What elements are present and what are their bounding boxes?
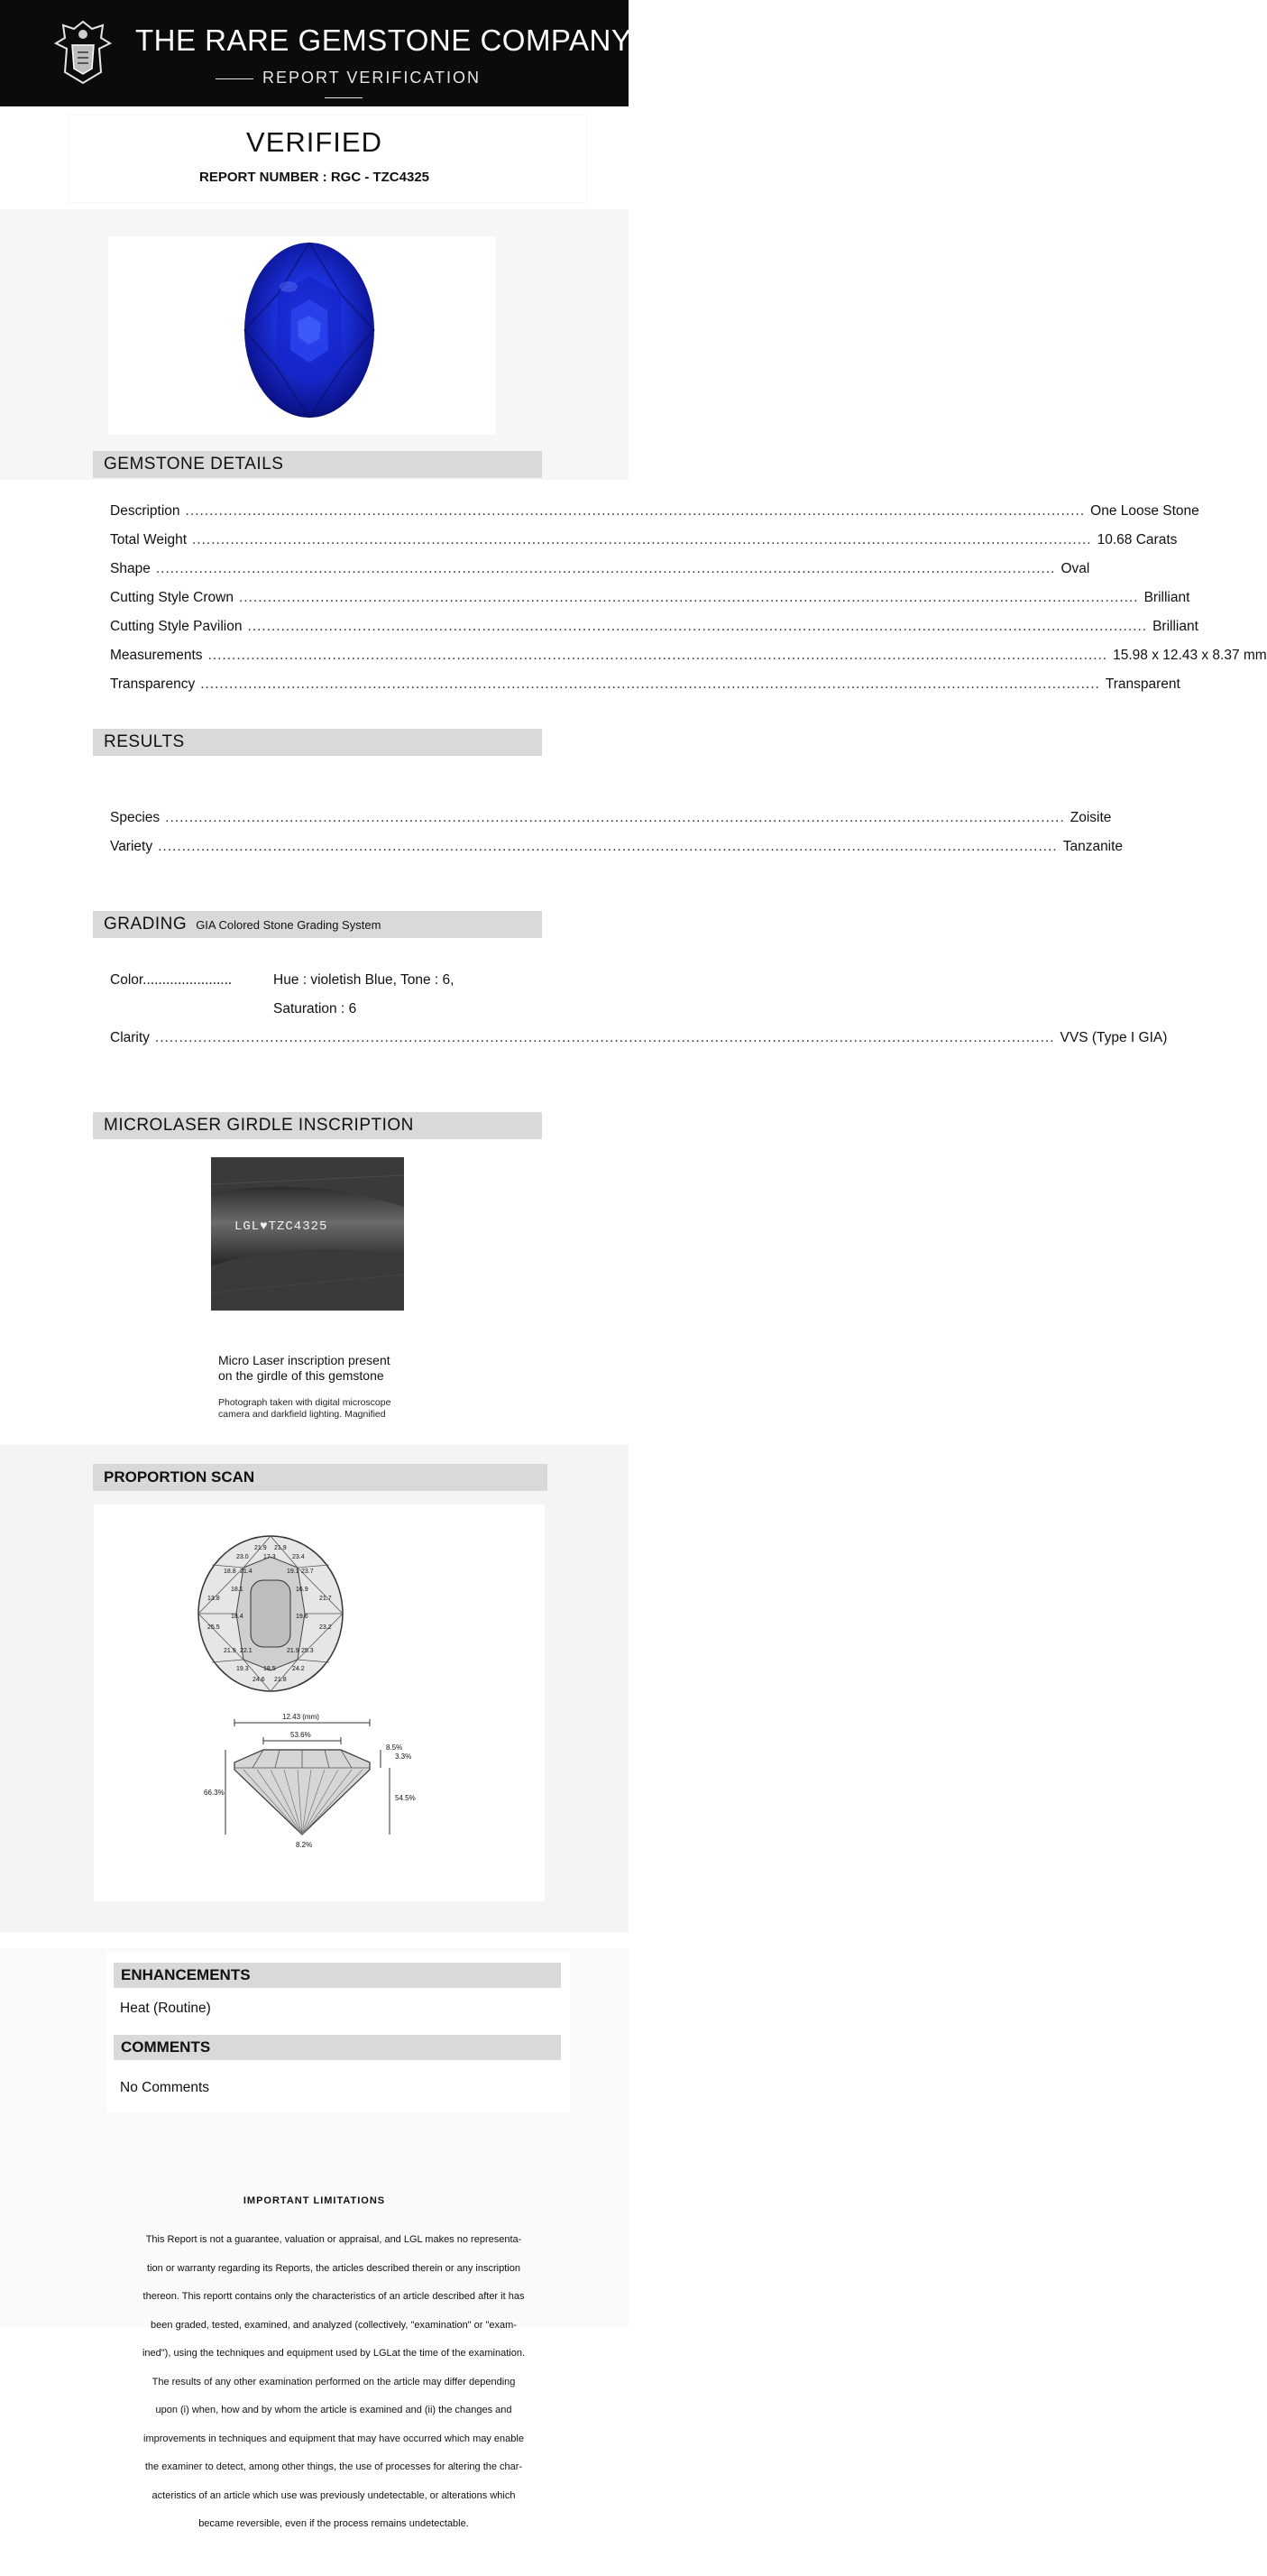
caption-line: Micro Laser inscription present [218, 1353, 390, 1367]
row-label: Transparency [110, 676, 196, 692]
facet-label: 23.4 [292, 1554, 305, 1560]
row-label: Species [110, 810, 161, 825]
limitations-line: The results of any other examination performed on the article may differ depending [151, 2376, 516, 2387]
crest-logo-icon [47, 16, 119, 88]
facet-label: 23.0 [236, 1554, 249, 1560]
grading-row-clarity [110, 1030, 1168, 1046]
comments-header: COMMENTS [114, 2035, 561, 2060]
facet-label: 21.4 [240, 1569, 252, 1575]
leader-dots [165, 810, 1065, 826]
girdle-photo-graphic [211, 1157, 404, 1311]
facet-label: 16.9 [296, 1587, 308, 1593]
limitations-line: improvements in techniques and equipment that may have occurred which may enable [143, 2433, 524, 2444]
pavilion-label: 54.5% [395, 1794, 416, 1802]
row-label: Cutting Style Crown [110, 590, 234, 605]
subtitle-text: REPORT VERIFICATION [262, 69, 482, 87]
limitations-text [108, 2226, 559, 2539]
leader-dots [208, 648, 1108, 664]
limitations-line: upon (i) when, how and by whom the article is examined and (ii) the changes and [155, 2405, 512, 2415]
row-value: Oval [1060, 561, 1090, 576]
comments-value: No Comments [120, 2080, 210, 2095]
row-value: Transparent [1105, 676, 1180, 692]
limitations-line: ined"), using the techniques and equipment used by LGLat the time of the examination. [142, 2348, 525, 2359]
row-value: Zoisite [1070, 810, 1112, 825]
facet-label: 19.6 [296, 1614, 308, 1620]
leader-dots [200, 676, 1100, 693]
facet-label: 19.3 [236, 1666, 249, 1672]
girdle-label: 3.3% [395, 1753, 412, 1761]
report-number: REPORT NUMBER : RGC - TZC4325 [198, 170, 430, 185]
row-value: Brilliant [1152, 619, 1198, 634]
table-label: 53.6% [290, 1731, 311, 1739]
facet-label: 13.8 [207, 1596, 220, 1602]
facet-label: 25.5 [207, 1624, 220, 1631]
row-value: 10.68 Carats [1097, 532, 1178, 547]
girdle-inscription-photo [211, 1157, 404, 1311]
leader-dots [192, 532, 1092, 548]
note-line: Photograph taken with digital microscope [218, 1397, 391, 1408]
trademark-mark: ™ [635, 23, 645, 33]
caption-line: on the girdle of this gemstone [218, 1368, 384, 1383]
row-label: Cutting Style Pavilion [110, 619, 243, 634]
facet-label: 25.3 [301, 1648, 314, 1654]
limitations-line: thereon. This reportt contains only the characteristics of an article described after it has [142, 2291, 525, 2302]
microlaser-header: MICROLASER GIRDLE INSCRIPTION [93, 1112, 542, 1139]
color-label: Color....................... [110, 972, 233, 988]
row-value: VVS (Type I GIA) [1060, 1030, 1168, 1045]
leader-dots [247, 619, 1147, 635]
facet-label: 21.9 [287, 1648, 299, 1654]
row-value: One Loose Stone [1090, 503, 1199, 519]
limitations-title: IMPORTANT LIMITATIONS [243, 2195, 386, 2206]
facet-label: 23.2 [319, 1624, 332, 1631]
facet-label: 24.6 [252, 1677, 265, 1683]
limitations-line: tion or warranty regarding its Reports, the articles described therein or any inscription [147, 2262, 520, 2274]
row-value: 15.98 x 12.43 x 8.37 mm [1113, 648, 1267, 663]
detail-row-total-weight [110, 532, 1178, 548]
facet-label: 23.7 [301, 1569, 314, 1575]
enhancements-header: ENHANCEMENTS [114, 1963, 561, 1988]
limitations-line: This Report is not a guarantee, valuation or appraisal, and LGL makes no representa- [145, 2234, 522, 2245]
micro-note [218, 1397, 435, 1421]
detail-row-description [110, 503, 1199, 520]
tanzanite-gem-image [242, 240, 377, 420]
facet-label: 18.8 [224, 1569, 236, 1575]
micro-caption [218, 1353, 435, 1384]
facet-label: 24.2 [292, 1666, 305, 1672]
facet-label: 17.3 [263, 1554, 276, 1560]
limitations-line: acteristics of an article which use was previously undetectable, or alterations which [151, 2489, 516, 2501]
crown-label: 8.5% [386, 1743, 403, 1752]
row-label: Total Weight [110, 532, 188, 547]
gemstone-details-header: GEMSTONE DETAILS [93, 451, 542, 478]
proportion-scan-header: PROPORTION SCAN [93, 1464, 547, 1491]
facet-label: 21.9 [254, 1545, 267, 1551]
facet-label: 22.1 [240, 1648, 252, 1654]
limitations-line: became reversible, even if the process remains undetectable. [198, 2518, 469, 2529]
row-label: Shape [110, 561, 151, 576]
facet-label: 21.7 [319, 1596, 332, 1602]
grading-title: GRADING [104, 915, 188, 934]
detail-row-cutting-pavilion [110, 619, 1198, 635]
note-line: camera and darkfield lighting. Magnified [218, 1409, 386, 1420]
verified-status: VERIFIED [246, 126, 382, 158]
facet-label: 18.1 [231, 1587, 243, 1593]
leader-dots [186, 503, 1086, 520]
subtitle-right-rule [325, 97, 363, 98]
color-value-line2: Saturation : 6 [273, 1001, 357, 1017]
limitations-line: the examiner to detect, among other things, the use of processes for altering the char- [144, 2461, 523, 2472]
width-label: 12.43 (mm) [282, 1713, 319, 1721]
row-value: Brilliant [1143, 590, 1190, 605]
detail-row-measurements [110, 648, 1267, 664]
facet-label: 19.1 [287, 1569, 299, 1575]
grading-system: GIA Colored Stone Grading System [196, 918, 381, 932]
row-label: Measurements [110, 648, 203, 663]
subtitle-left-rule [216, 78, 253, 79]
detail-row-transparency [110, 676, 1180, 693]
leader-dots [155, 1030, 1055, 1046]
row-label: Clarity [110, 1030, 150, 1045]
row-label: Description [110, 503, 180, 519]
detail-row-shape [110, 561, 1090, 577]
grading-header [93, 911, 542, 938]
leader-dots [239, 590, 1139, 606]
leader-dots [158, 839, 1058, 855]
total-depth-label: 66.3% [204, 1789, 225, 1797]
facet-label: 18.4 [231, 1614, 243, 1620]
top-view-diagram [180, 1533, 361, 1694]
inscription-text: LGL♥TZC4325 [234, 1219, 328, 1234]
side-view-diagram [189, 1708, 433, 1853]
culet-label: 8.2% [296, 1841, 313, 1849]
limitations-line: been graded, tested, examined, and analyzed (collectively, "examination" or "exam- [151, 2319, 517, 2331]
detail-row-cutting-crown [110, 590, 1190, 606]
facet-label: 21.8 [274, 1677, 287, 1683]
facet-label: 21.9 [224, 1648, 236, 1654]
report-verification-subtitle [195, 69, 492, 88]
result-row-species [110, 810, 1112, 826]
result-row-variety [110, 839, 1124, 855]
results-header: RESULTS [93, 729, 542, 756]
company-name: THE RARE GEMSTONE COMPANY ™ [135, 23, 645, 57]
color-value-line1: Hue : violetish Blue, Tone : 6, [273, 972, 454, 988]
leader-dots [156, 561, 1056, 577]
row-label: Variety [110, 839, 153, 854]
row-value: Tanzanite [1062, 839, 1124, 854]
enhancements-value: Heat (Routine) [120, 2001, 211, 2016]
facet-label: 21.9 [274, 1545, 287, 1551]
facet-label: 18.5 [263, 1666, 276, 1672]
